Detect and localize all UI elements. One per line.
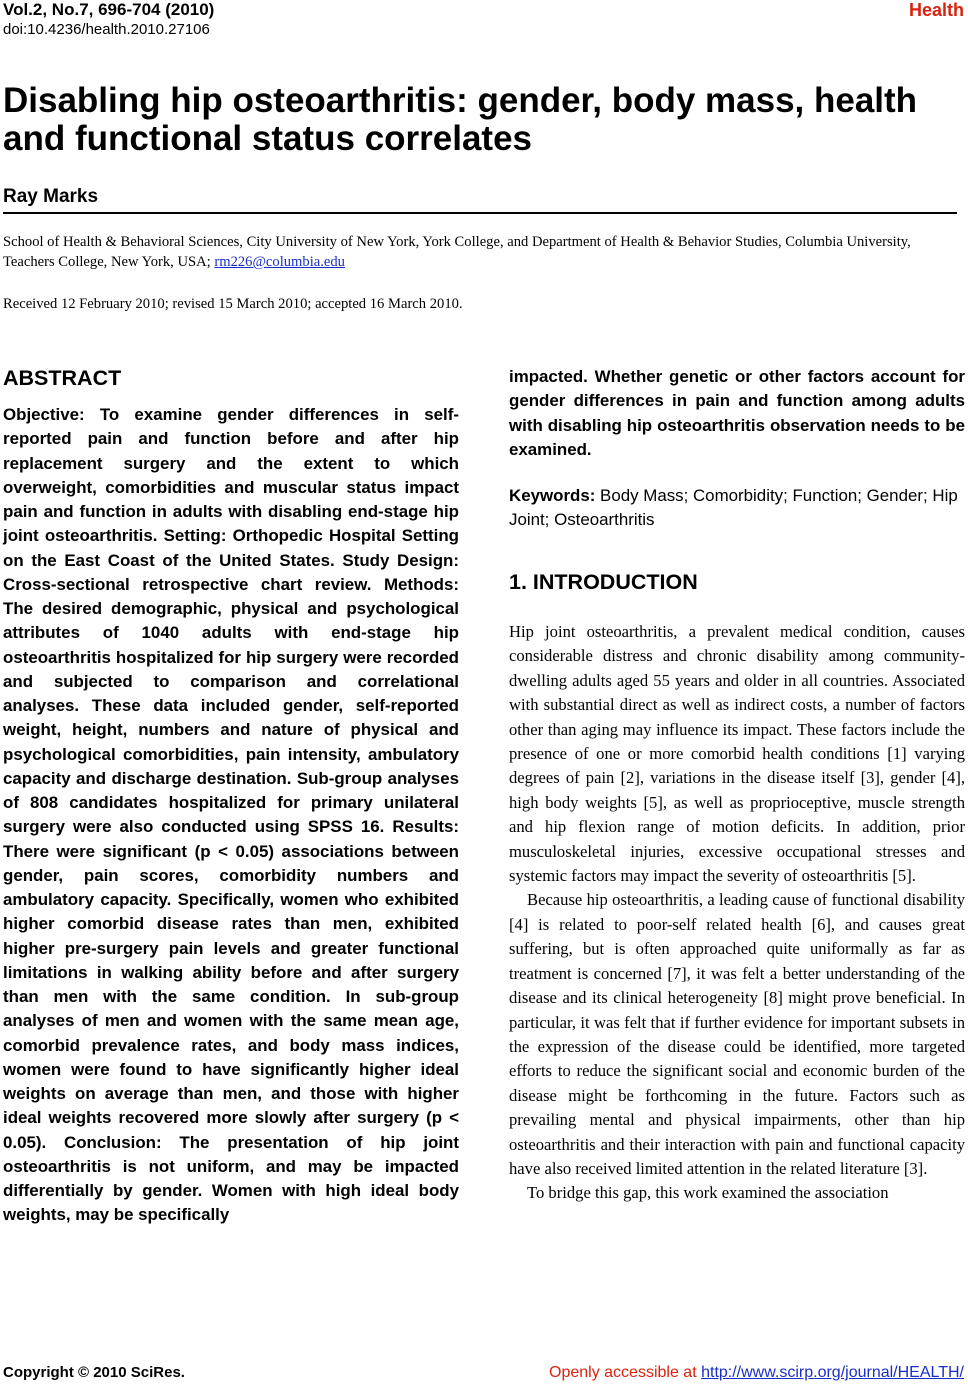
introduction-body xyxy=(509,620,965,1206)
author-name: Ray Marks xyxy=(3,186,99,207)
author-email-link[interactable]: rm226@columbia.edu xyxy=(214,254,345,270)
received-dates: Received 12 February 2010; revised 15 March 2010; accepted 16 March 2010. xyxy=(3,296,463,312)
doi: doi:10.4236/health.2010.27106 xyxy=(3,21,210,38)
open-access-notice xyxy=(549,1364,964,1382)
intro-paragraph-2: Because hip osteoarthritis, a leading cause of functional disability [4] is related to poor-self related health [6], and causes great suffering, but is often approached quite uniformally as far as treatment is concerned [7], it was felt a better understanding of the disease and its clinical heterogeneity [8] might prove beneficial. In particular, it was felt that if further evidence for important subsets in the expression of the disease could be identified, more targeted efforts to reduce the significant social and economic burden of the disease might be forthcoming in the future. Factors such as prevailing mental and physical impairments, other than hip osteoarthritis and their interaction with pain and functional capacity have also received limited attention in the related literature [3]. xyxy=(509,890,965,1178)
introduction-heading: 1. INTRODUCTION xyxy=(509,570,698,594)
open-access-label: Openly accessible at xyxy=(549,1364,702,1381)
abstract-body: Objective: To examine gender differences in self-reported pain and function before and after hip replacement surgery and the extent to which overweight, comorbidities and muscular status impact pain and function in adults with disabling end-stage hip joint osteoarthritis. Setting: Orthopedic Hospital Setting on the East Coast of the United States. Study Design: Cross-sectional retrospective chart review. Methods: The desired demographic, physical and psychological attributes of 1040 adults with end-stage hip osteoarthritis hospitalized for hip surgery were recorded and subjected to comparison and correlational analyses. These data included gender, self-reported weight, height, numbers and nature of physical and psychological comorbidities, pain intensity, ambulatory capacity and discharge destination. Sub-group analyses of 808 candidates hospitalized for primary unilateral surgery were also conducted using SPSS 16. Results: There were significant (p < 0.05) associations between gender, pain scores, comorbidity numbers and ambulatory capacity. Specifically, women who exhibited higher comorbid disease rates than men, exhibited higher pre-surgery pain levels and greater functional limitations in walking ability before and after surgery than men with the same condition. In sub-group analyses of men and women with the same mean age, comorbid prevalence rates, and body mass indices, women were found to have significantly higher ideal weights on average than men, and those with higher ideal weights recovered more slowly after surgery (p < 0.05). Conclusion: The presentation of hip joint osteoarthritis is not uniform, and may be impacted differentially by gender. Women with high ideal body weights, may be specifically xyxy=(3,405,459,1225)
affiliation-text: School of Health & Behavioral Sciences, City University of New York, York College, and Department of Health & Behavior Studies, Columbia University, Teachers College, New York, USA; xyxy=(3,234,911,270)
copyright-notice: Copyright © 2010 SciRes. xyxy=(3,1364,185,1381)
abstract-body-continued: impacted. Whether genetic or other factors account for gender differences in pain and function among adults with disabling hip osteoarthritis observation needs to be examined. xyxy=(509,367,965,459)
keywords xyxy=(509,484,965,533)
journal-citation: Vol.2, No.7, 696-704 (2010) xyxy=(3,0,215,19)
affiliation xyxy=(3,232,965,272)
keywords-label: Keywords: xyxy=(509,486,596,505)
intro-paragraph-1: Hip joint osteoarthritis, a prevalent medical condition, causes considerable distress and chronic disability among community-dwelling adults aged 55 years and older in all countries. Associated with substantial direct as well as indirect costs, a number of factors other than aging may influence its impact. These factors include the presence of one or more comorbid health conditions [1] varying degrees of pain [2], variations in the disease itself [3], gender [4], high body weights [5], as well as proprioceptive, muscle strength and hip flexion range of motion deficits. In addition, prior musculoskeletal injuries, excessive occupational stresses and systemic factors may impact the severity of osteoarthritis [5]. xyxy=(509,622,965,886)
keywords-value: Body Mass; Comorbidity; Function; Gender; Hip Joint; Osteoarthritis xyxy=(509,486,958,530)
abstract-heading: ABSTRACT xyxy=(3,366,122,390)
title-divider xyxy=(3,212,957,214)
journal-name: Health xyxy=(908,0,964,20)
intro-paragraph-3: To bridge this gap, this work examined the association xyxy=(527,1183,889,1203)
journal-url-link[interactable]: http://www.scirp.org/journal/HEALTH/ xyxy=(701,1364,964,1381)
paper-title: Disabling hip osteoarthritis: gender, body mass, health and functional status correlates xyxy=(3,81,918,158)
